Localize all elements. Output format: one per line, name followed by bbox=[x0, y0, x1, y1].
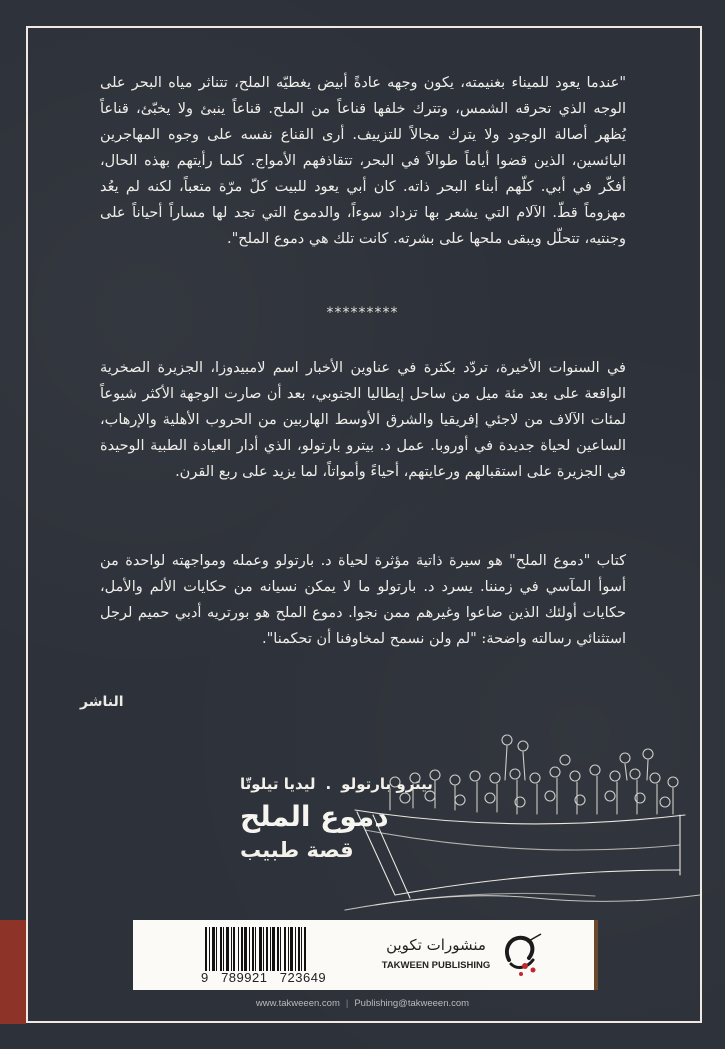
book-description-paragraph: كتاب "دموع الملح" هو سيرة ذاتية مؤثرة لحياة د. بارتولو وعمله ومواجهته لواحدة من أسوأ المآسي في زمننا. يسرد د. بارتولو ما لا يمكن نسيانه من حكايات الألم والأمل، حكايات أولئك الذين ضاعوا وغيرهم ممن نجوا. دموع الملح هو بورتريه أدبي حميم لرجل استثنائي رسالته واضحة: "لم ولن نسمح لمخاوفنا أن تحكمنا". bbox=[100, 553, 626, 647]
authors-line bbox=[240, 775, 480, 793]
section-separator: ********* bbox=[326, 305, 399, 321]
author-name: ليديا تيلوتّا bbox=[240, 775, 316, 793]
author-name: بيترو بارتولو bbox=[341, 775, 433, 793]
footer-divider: | bbox=[345, 998, 349, 1009]
barcode-icon bbox=[205, 927, 335, 971]
publisher-signature: الناشر bbox=[80, 694, 124, 710]
intro-paragraph: في السنوات الأخيرة، تردّد بكثرة في عناوين الأخبار اسم لامبيدوزا، الجزيرة الصخرية الواقعة على بعد مئة ميل من ساحل إيطاليا الجنوبي، بعد أن صارت الوجهة الأكثر شيوعاً لمئات الآلاف من لاجئي إفريقيا والشرق الأوسط الهاربين من الحروب الأهلية والإرهاب، الساعين لحياة جديدة في أوروبا. عمل د. بيترو بارتولو، الذي أدار العيادة الطبية الوحيدة في الجزيرة على استقبالهم ورعايتهم، أحياءً وأمواتاً، لما يزيد على ربع القرن. bbox=[100, 360, 626, 480]
publisher-name-arabic: منشورات تكوين bbox=[386, 936, 486, 954]
footer-contact bbox=[0, 998, 725, 1009]
email-link[interactable]: Publishing@takweeen.com bbox=[354, 998, 470, 1009]
author-separator: . bbox=[325, 775, 332, 793]
takween-logo-icon bbox=[497, 930, 547, 980]
isbn-number: 9 789921 723649 bbox=[201, 970, 327, 985]
barcode-panel bbox=[133, 920, 598, 990]
publisher-name-english: TAKWEEN PUBLISHING bbox=[381, 960, 491, 971]
book-title: دموع الملح bbox=[240, 800, 389, 833]
website-link[interactable]: www.takweeen.com bbox=[255, 998, 340, 1009]
opening-quote: "عندما يعود للميناء بغنيمته، يكون وجهه عادةً أبيض يغطيّه الملح، تتناثر مياه البحر على الوجه الذي تحرقه الشمس، وتترك خلفها قناعاً من الملح. قناعاً ينبئ ولا يخبّئ، قناعاً يُظهر أصالة الوجود ولا يترك مجالاً للتزييف. أرى القناع نفسه على وجوه المهاجرين اليائسين، الذين قضوا أياماً طوالاً في البحر، تتقاذفهم الأمواج. كلما رأيتهم بهذه الحال، أفكّر في أبي. كلّهم أبناء البحر ذاته. كان أبي يعود للبيت كلّ مرّة متعباً، لكنه لم يعُد مهزوماً قطّ. الآلام التي يشعر بها تزداد سوءاً، والدموع التي تجد لها مساراً أحياناً على وجنتيه، تتحلّل ويبقى ملحها على بشرته. كانت تلك هي دموع الملح". bbox=[100, 75, 626, 247]
book-subtitle: قصة طبيب bbox=[240, 838, 354, 862]
